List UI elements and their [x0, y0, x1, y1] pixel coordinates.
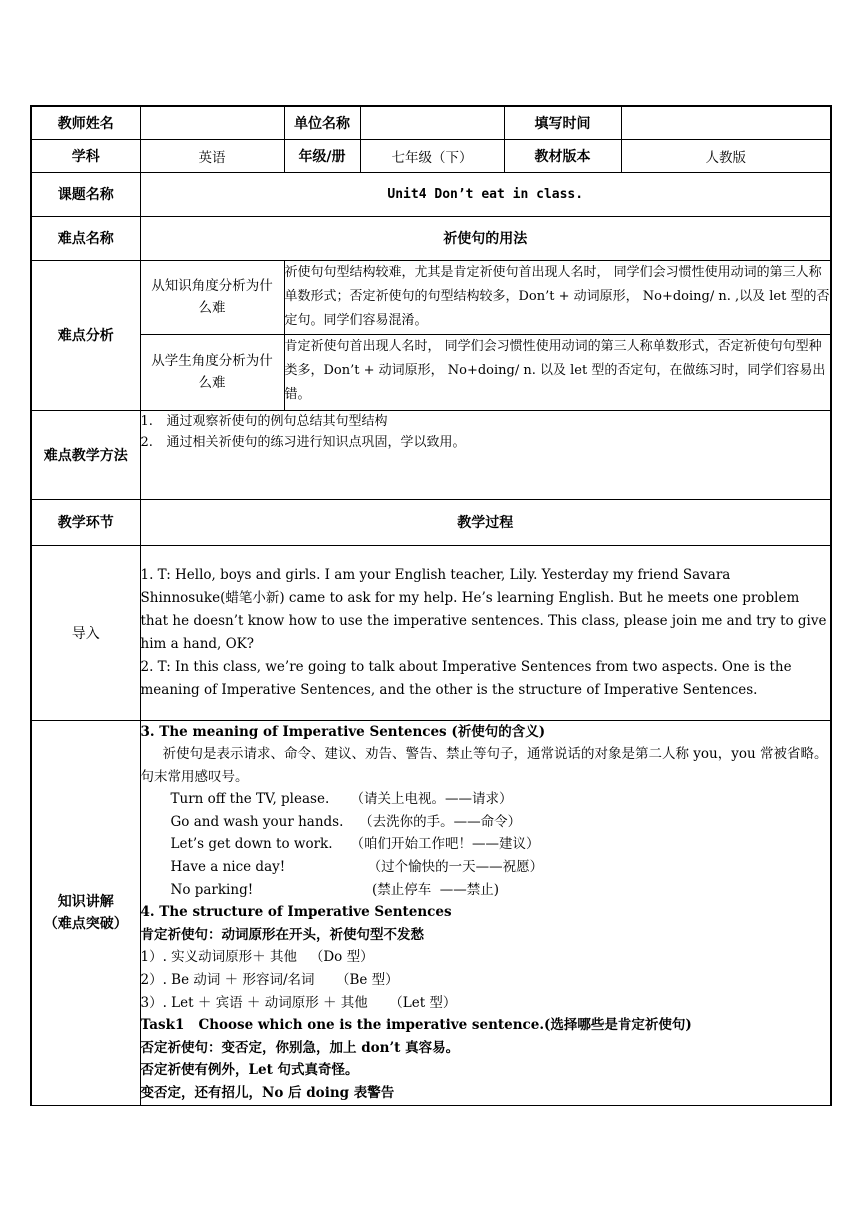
item-text: 通过相关祈使句的练习进行知识点巩固，学以致用。: [166, 434, 466, 450]
table-row: [31, 106, 831, 139]
unit-name-value: [360, 106, 504, 139]
example-en: Go and wash your hands.: [170, 813, 344, 830]
example-zh: （过个愉快的一天——祝愿）: [350, 859, 544, 876]
item-number: 2.: [140, 434, 153, 450]
student-angle-text: 肯定祈使句首出现人名时， 同学们会习惯性使用动词的第三人称单数形式，否定祈使句句型种类多，Don’t + 动词原形， No+doing/ n. 以及 let 型的否定句，在做练习时，同学们容易出错。: [284, 334, 831, 410]
unit-name-label: 单位名称: [284, 106, 360, 139]
structure-heading: 4. The structure of Imperative Sentences: [140, 904, 452, 921]
example-en: No parking!: [170, 881, 254, 898]
example-sentence: [141, 879, 831, 902]
example-zh: （请关上电视。——请求）: [350, 791, 513, 808]
subject-value: 英语: [140, 139, 284, 172]
table-row: [31, 260, 831, 334]
example-sentence: [141, 811, 831, 834]
teacher-name-label: 教师姓名: [31, 106, 140, 139]
topic-value: Unit4 Don’t eat in class.: [140, 172, 831, 216]
intro-paragraph-1: 1. T: Hello, boys and girls. I am your English teacher, Lily. Yesterday my friend Savara Shinnosuke(蜡笔小新) came to ask for my help. He’s learning English. But he meets one problem that he doesn’t know how to use the imperative sentences. This class, please join me and try to give him a hand, OK?: [140, 566, 827, 652]
example-zh: （咱们开始工作吧！——建议）: [350, 836, 540, 853]
lesson-plan-table: [30, 105, 832, 1106]
no-rule: 变否定，还有招儿，No 后 doing 表警告: [140, 1085, 395, 1101]
difficulty-label: 难点名称: [31, 216, 140, 260]
process-header: 教学过程: [140, 499, 831, 545]
intro-label: 导入: [31, 545, 140, 720]
topic-label: 课题名称: [31, 172, 140, 216]
grade-value: 七年级（下）: [360, 139, 504, 172]
knowledge-angle-text: 祈使句句型结构较难，尤其是肯定祈使句首出现人名时， 同学们会习惯性使用动词的第三人称单数形式；否定祈使句的句型结构较多，Don’t + 动词原形， No+doing/ n. ,以及 let 型的否定句。同学们容易混淆。: [284, 260, 831, 334]
example-en: Let’s get down to work.: [170, 836, 333, 853]
analysis-label: 难点分析: [31, 260, 140, 410]
task1-text: Task1 Choose which one is the imperative sentence.(选择哪些是肯定祈使句): [140, 1017, 692, 1034]
example-sentence: [141, 788, 831, 811]
item-text: 通过观察祈使句的例句总结其句型结构: [166, 413, 388, 429]
meaning-heading: 3. The meaning of Imperative Sentences (祈使句的含义): [140, 723, 546, 740]
example-en: Have a nice day!: [170, 859, 286, 876]
list-item: [141, 432, 831, 453]
intro-content: [140, 545, 831, 720]
example-sentence: [141, 833, 831, 856]
table-row: [31, 545, 831, 720]
edition-label: 教材版本: [504, 139, 621, 172]
edition-value: 人教版: [621, 139, 831, 172]
knowledge-label-line2: （难点突破）: [43, 915, 128, 932]
negative-rule: 否定祈使句：变否定，你别急，加上 don’t 真容易。: [140, 1039, 460, 1056]
pattern-item: 2）. Be 动词 ＋ 形容词/名词 （Be 型）: [140, 972, 399, 989]
methods-list: [140, 410, 831, 499]
positive-rule: 肯定祈使句：动词原形在开头，祈使句型不发愁: [140, 926, 424, 943]
table-row: [31, 499, 831, 545]
subject-label: 学科: [31, 139, 140, 172]
table-row: [31, 410, 831, 499]
knowledge-angle-label: 从知识角度分析为什么难: [140, 260, 284, 334]
let-rule: 否定祈使有例外，Let 句式真奇怪。: [140, 1062, 359, 1079]
grade-label: 年级/册: [284, 139, 360, 172]
example-zh: (禁止停车 ——禁止): [350, 881, 500, 898]
list-item: [141, 411, 831, 432]
intro-paragraph-2: 2. T: In this class, we’re going to talk about Imperative Sentences from two aspects. One is the meaning of Imperative Sentences, and the other is the structure of Imperative Sentences.: [140, 658, 792, 698]
example-zh: （去洗你的手。——命令）: [350, 813, 522, 830]
example-en: Turn off the TV, please.: [170, 791, 330, 808]
table-row: [31, 334, 831, 410]
difficulty-value: 祈使句的用法: [140, 216, 831, 260]
fill-date-label: 填写时间: [504, 106, 621, 139]
table-row: [31, 139, 831, 172]
teacher-name-value: [140, 106, 284, 139]
table-row: [31, 172, 831, 216]
example-sentence: [141, 856, 831, 879]
knowledge-content: [140, 720, 831, 1105]
table-row: [31, 720, 831, 1105]
knowledge-label: [31, 720, 140, 1105]
knowledge-label-line1: 知识讲解: [57, 893, 114, 910]
stage-header: 教学环节: [31, 499, 140, 545]
pattern-item: 1）. 实义动词原形＋ 其他 （Do 型）: [140, 949, 374, 966]
pattern-item: 3）. Let ＋ 宾语 ＋ 动词原形 ＋ 其他 （Let 型）: [140, 994, 457, 1011]
fill-date-value: [621, 106, 831, 139]
student-angle-label: 从学生角度分析为什么难: [140, 334, 284, 410]
meaning-text: 祈使句是表示请求、命令、建议、劝告、警告、禁止等句子，通常说话的对象是第二人称 you，you 常被省略。句末常用感叹号。: [140, 746, 828, 785]
methods-label: 难点教学方法: [31, 410, 140, 499]
table-row: [31, 216, 831, 260]
item-number: 1.: [140, 413, 153, 429]
